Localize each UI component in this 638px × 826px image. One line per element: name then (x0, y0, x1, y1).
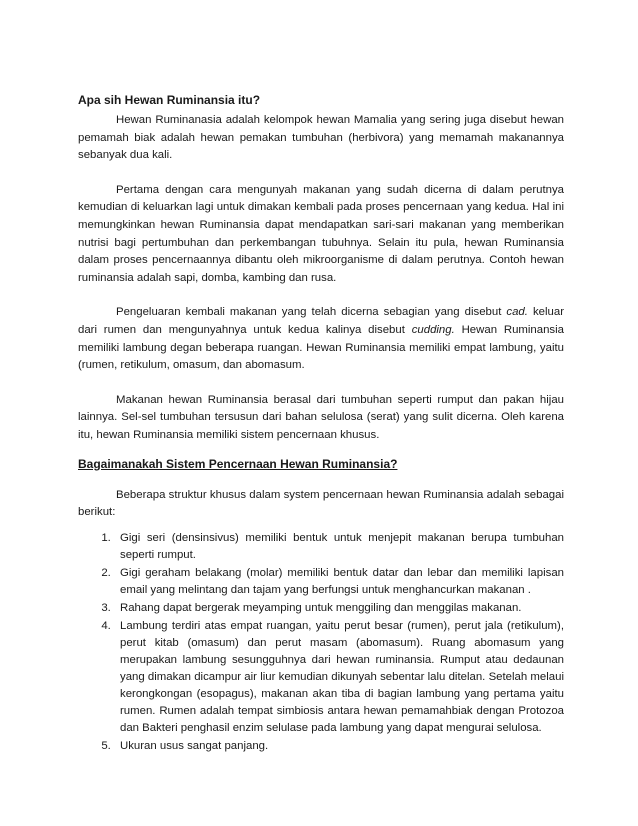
paragraph-structures-intro: Beberapa struktur khusus dalam system pencernaan hewan Ruminansia adalah sebagai berikut: (78, 488, 564, 519)
text-span: keluar dari rumen dan mengunyahnya untuk kedua kalinya disebut (78, 306, 564, 336)
document-body (78, 91, 564, 756)
paragraph-digestion-process: Pertama dengan cara mengunyah makanan yang sudah dicerna di dalam perutnya kemudian di keluarkan lagi untuk dimakan kembali pada proses pencernaan yang kedua. Hal ini memungkinkan hewan Ruminansia dapat mendapatkan sari-sari makanan yang memberikan nutrisi bagi pertumbuhan dan perkembangan tubuhnya. Selain itu pula, hewan Ruminansia dalam proses pencernaannya dibantu oleh mikroorganisme di dalam perutnya. Contoh hewan ruminansia adalah sapi, domba, kambing dan rusa. (78, 183, 564, 284)
heading-digestive-system: Bagaimanakah Sistem Pencernaan Hewan Ruminansia? (78, 456, 398, 471)
text-span: Hewan Ruminansia memiliki lambung degan beberapa ruangan. Hewan Ruminansia memiliki empat lambung, yaitu (rumen, retikulum, omasum, dan abomasum. (78, 323, 564, 372)
text-span: Pengeluaran kembali makanan yang telah dicerna sebagian yang disebut (116, 306, 507, 319)
term-cad: cad. (506, 306, 528, 319)
heading-what-is-ruminant: Apa sih Hewan Ruminansia itu? (78, 93, 261, 107)
paragraph-cud-chewing (78, 304, 564, 374)
list-item: 3. Rahang dapat bergerak meyamping untuk menggiling dan menggilas makanan. (114, 600, 564, 617)
list-item: 4. Lambung terdiri atas empat ruangan, yaitu perut besar (rumen), perut jala (retikulum), perut kitab (omasum) dan perut masam (abomasum). Ruang abomasum yang merupakan lambung sesungguhnya dari hewan ruminansia. Rumput atau dedaunan yang dimakan dicampur air liur kemudian dikunyah sebentar lalu ditelan. Setelah melaui kerongkongan (esopagus), makanan akan tiba di bagian lambung yang pertama yaitu rumen. Rumen adalah tempat simbiosis antara hewan pemamahbiak dengan Protozoa dan Bakteri penghasil enzim selulase pada lambung yang dapat mengurai selulosa. (114, 618, 564, 737)
paragraph-definition: Hewan Ruminanasia adalah kelompok hewan Mamalia yang sering juga disebut hewan pemamah biak adalah hewan pemakan tumbuhan (herbivora) yang memamah makanannya sebanyak dua kali. (78, 114, 564, 162)
list-item: 5. Ukuran usus sangat panjang. (114, 738, 564, 755)
list-item: 1. Gigi seri (densinsivus) memiliki bentuk untuk menjepit makanan berupa tumbuhan seperti rumput. (114, 530, 564, 564)
structures-list (78, 530, 564, 755)
paragraph-diet: Makanan hewan Ruminansia berasal dari tumbuhan seperti rumput dan pakan hijau lainnya. Sel-sel tumbuhan tersusun dari bahan selulosa (serat) yang sulit dicerna. Oleh karena itu, hewan Ruminansia memiliki sistem pencernaan khusus. (78, 393, 564, 441)
term-cudding: cudding. (411, 323, 455, 336)
list-item: 2. Gigi geraham belakang (molar) memiliki bentuk datar dan lebar dan memiliki lapisan email yang melintang dan tajam yang berfungsi untuk menghancurkan makanan . (114, 565, 564, 599)
